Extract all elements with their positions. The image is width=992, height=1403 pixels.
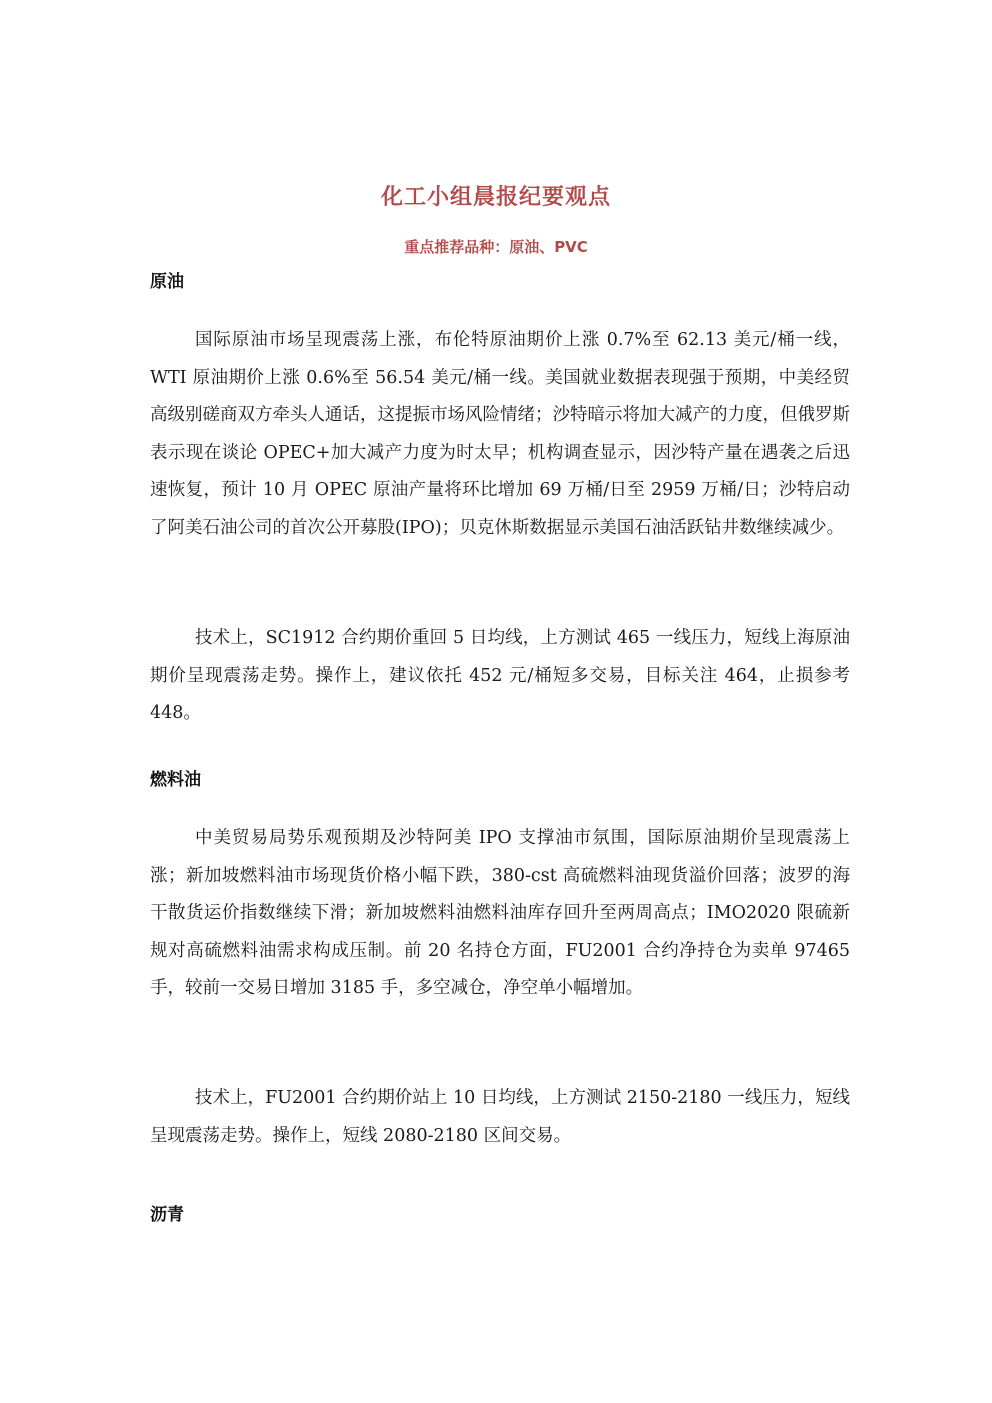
recommended-varieties-subtitle: 重点推荐品种：原油、PVC <box>404 238 588 256</box>
section-heading-asphalt: 沥青 <box>150 1205 184 1225</box>
crude-oil-market-paragraph: 国际原油市场呈现震荡上涨，布伦特原油期价上涨 0.7%至 62.13 美元/桶一线，WTI 原油期价上涨 0.6%至 56.54 美元/桶一线。美国就业数据表现强于预期，中美经贸高级别磋商双方牵头人通话，这提振市场风险情绪；沙特暗示将加大减产的力度，但俄罗斯表示现在谈论 OPEC+加大减产力度为时太早；机构调查显示，因沙特产量在遇袭之后迅速恢复，预计 10 月 OPEC 原油产量将环比增加 69 万桶/日至 2959 万桶/日；沙特启动了阿美石油公司的首次公开募股(IPO)；贝克休斯数据显示美国石油活跃钻井数继续减少。 <box>150 330 850 538</box>
fuel-oil-market-paragraph: 中美贸易局势乐观预期及沙特阿美 IPO 支撑油市氛围，国际原油期价呈现震荡上涨；新加坡燃料油市场现货价格小幅下跌，380-cst 高硫燃料油现货溢价回落；波罗的海干散货运价指数继续下滑；新加坡燃料油燃料油库存回升至两周高点；IMO2020 限硫新规对高硫燃料油需求构成压制。前 20 名持仓方面，FU2001 合约净持仓为卖单 97465 手，较前一交易日增加 3185 手，多空减仓，净空单小幅增加。 <box>150 828 850 998</box>
document-title: 化工小组晨报纪要观点 <box>380 185 611 210</box>
section-heading-fuel-oil: 燃料油 <box>150 770 201 790</box>
fuel-oil-technical-paragraph: 技术上，FU2001 合约期价站上 10 日均线，上方测试 2150-2180 一线压力，短线呈现震荡走势。操作上，短线 2080-2180 区间交易。 <box>150 1088 850 1146</box>
section-heading-crude-oil: 原油 <box>150 272 184 292</box>
crude-oil-technical-paragraph: 技术上，SC1912 合约期价重回 5 日均线，上方测试 465 一线压力，短线上海原油期价呈现震荡走势。操作上，建议依托 452 元/桶短多交易，目标关注 464，止损参考 448。 <box>150 628 850 723</box>
